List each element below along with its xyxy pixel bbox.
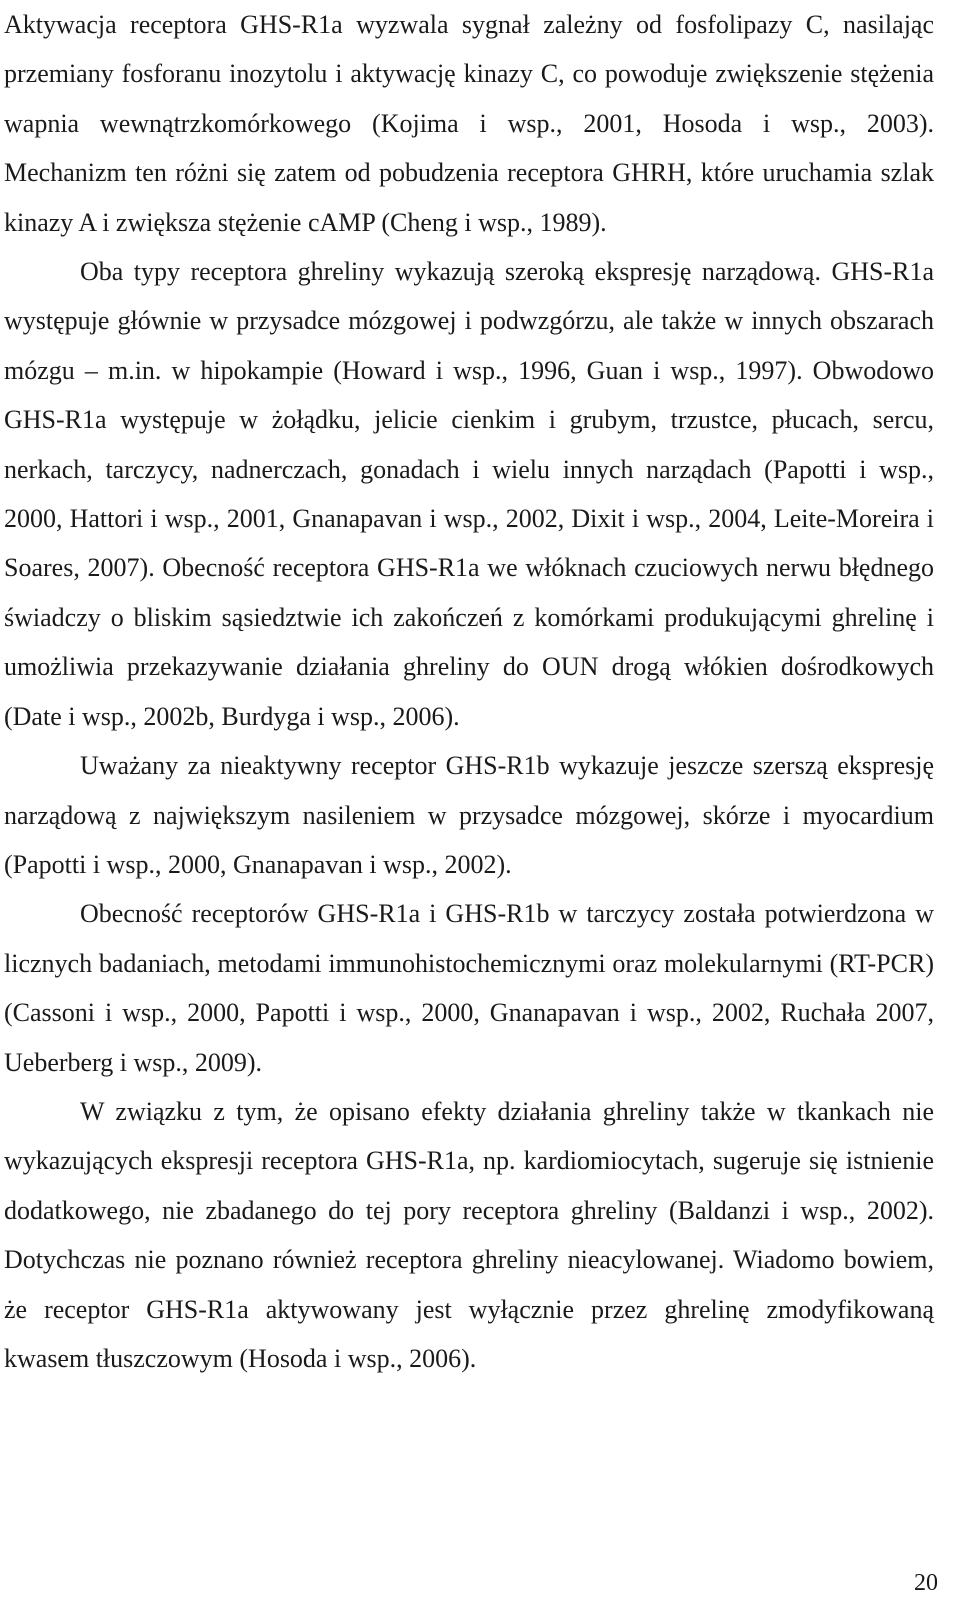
document-page [4,0,934,1383]
paragraph-ghs-r1b-expression: Uważany za nieaktywny receptor GHS-R1b wykazuje jeszcze szerszą ekspresję narządową z największym nasileniem w przysadce mózgowej, skórze i myocardium (Papotti i wsp., 2000, Gnanapavan i wsp., 2002). [4,751,934,879]
paragraph-additional-receptor: W związku z tym, że opisano efekty działania ghreliny także w tkankach nie wykazujących ekspresji receptora GHS-R1a, np. kardiomiocytach, sugeruje się istnienie dodatkowego, nie zbadanego do tej pory receptora ghreliny (Baldanzi i wsp., 2002). Dotychczas nie poznano również receptora ghreliny nieacylowanej. Wiadomo bowiem, że receptor GHS-R1a aktywowany jest wyłącznie przez ghrelinę zmodyfikowaną kwasem tłuszczowym (Hosoda i wsp., 2006). [4,1096,934,1373]
paragraph-receptor-expression: Oba typy receptora ghreliny wykazują szeroką ekspresję narządową. GHS-R1a występuje głównie w przysadce mózgowej i podwzgórzu, ale także w innych obszarach mózgu – m.in. w hipokampie (Howard i wsp., 1996, Guan i wsp., 1997). Obwodowo GHS-R1a występuje w żołądku, jelicie cienkim i grubym, trzustce, płucach, sercu, nerkach, tarczycy, nadnerczach, gonadach i wielu innych narządach (Papotti i wsp., 2000, Hattori i wsp., 2001, Gnanapavan i wsp., 2002, Dixit i wsp., 2004, Leite-Moreira i Soares, 2007). Obecność receptora GHS-R1a we włóknach czuciowych nerwu błędnego świadczy o bliskim sąsiedztwie ich zakończeń z komórkami produkującymi ghrelinę i umożliwia przekazywanie działania ghreliny do OUN drogą włókien dośrodkowych (Date i wsp., 2002b, Burdyga i wsp., 2006). [4,257,934,731]
page-number: 20 [914,1570,938,1596]
paragraph-receptor-signaling: Aktywacja receptora GHS-R1a wyzwala sygnał zależny od fosfolipazy C, nasilając przemiany fosforanu inozytolu i aktywację kinazy C, co powoduje zwiększenie stężenia wapnia wewnątrzkomórkowego (Kojima i wsp., 2001, Hosoda i wsp., 2003). Mechanizm ten różni się zatem od pobudzenia receptora GHRH, które uruchamia szlak kinazy A i zwiększa stężenie cAMP (Cheng i wsp., 1989). [4,10,934,237]
paragraph-thyroid-receptors: Obecność receptorów GHS-R1a i GHS-R1b w tarczycy została potwierdzona w licznych badaniach, metodami immunohistochemicznymi oraz molekularnymi (RT-PCR) (Cassoni i wsp., 2000, Papotti i wsp., 2000, Gnanapavan i wsp., 2002, Ruchała 2007, Ueberberg i wsp., 2009). [4,899,934,1077]
